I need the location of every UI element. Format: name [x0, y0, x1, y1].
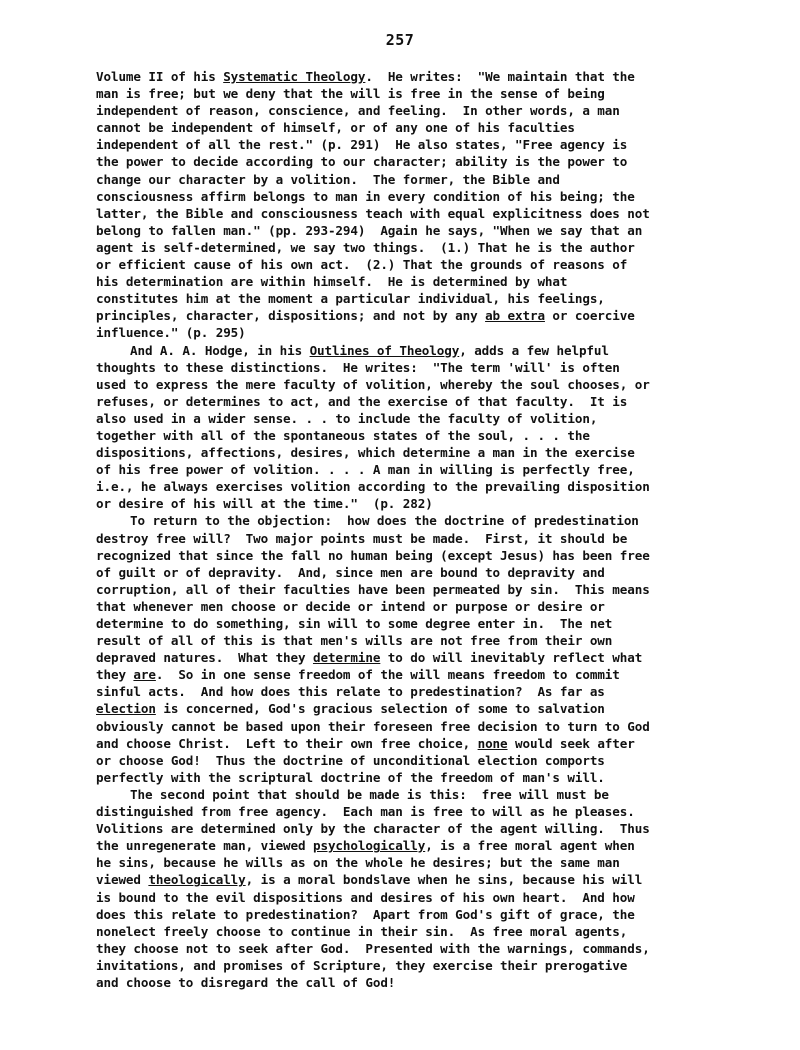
text-segment: To return to the objection: how does the doctrine of predestination	[130, 513, 639, 529]
text-line	[96, 444, 736, 461]
text-line	[96, 803, 736, 820]
text-segment: is bound to the evil dispositions and desires of his own heart. And how	[96, 889, 635, 905]
text-segment: depraved natures. What they	[96, 650, 313, 666]
text-line	[96, 205, 736, 222]
text-line	[96, 188, 736, 205]
text-line	[96, 530, 736, 547]
text-line	[96, 256, 736, 273]
text-segment: , is a moral bondslave when he sins, because his will	[245, 872, 643, 888]
text-line	[96, 290, 736, 307]
underlined-term: determine	[312, 650, 381, 666]
text-line	[96, 410, 736, 427]
text-segment: his determination are within himself. He is determined by what	[96, 274, 568, 290]
text-segment: dispositions, affections, desires, which determine a man in the exercise	[96, 445, 635, 461]
text-segment: does this relate to predestination? Apart from God's gift of grace, the	[96, 906, 635, 922]
underlined-term: election	[96, 701, 156, 717]
text-line	[96, 119, 736, 136]
text-segment: that whenever men choose or decide or intend or purpose or desire or	[96, 598, 605, 614]
text-line	[96, 940, 736, 957]
text-line	[96, 153, 736, 170]
text-segment: would seek after	[507, 735, 635, 751]
text-line	[96, 102, 736, 119]
text-segment: refuses, or determines to act, and the exercise of that faculty. It is	[96, 393, 628, 409]
text-line	[96, 461, 736, 478]
text-line	[96, 222, 736, 239]
text-segment: corruption, all of their faculties have been permeated by sin. This means	[96, 581, 650, 597]
text-segment: influence." (p. 295)	[96, 325, 246, 341]
page-number: 257	[385, 31, 415, 49]
underlined-term: ab extra	[485, 308, 545, 324]
text-segment: perfectly with the scriptural doctrine of the freedom of man's will.	[96, 769, 605, 785]
text-line	[96, 700, 736, 717]
text-line	[96, 923, 736, 940]
text-segment: recognized that since the fall no human being (except Jesus) has been free	[96, 547, 650, 563]
text-segment: . He writes: "We maintain that the	[365, 69, 635, 84]
text-segment: principles, character, dispositions; and not by any	[96, 308, 486, 324]
text-segment: man is free; but we deny that the will is free in the sense of being	[96, 86, 605, 102]
text-segment: of guilt or of depravity. And, since men are bound to depravity and	[96, 564, 605, 580]
body-text	[96, 68, 736, 991]
text-line	[96, 495, 736, 512]
text-line	[96, 649, 736, 666]
text-line	[96, 171, 736, 188]
text-line	[96, 393, 736, 410]
text-line	[96, 547, 736, 564]
underlined-term: psychologically	[312, 838, 426, 854]
text-segment: . So in one sense freedom of the will means freedom to commit	[155, 667, 620, 683]
text-segment: of his free power of volition. . . . A man in willing is perfectly free,	[96, 462, 635, 478]
text-segment: and choose to disregard the call of God!	[96, 974, 396, 990]
text-segment: used to express the mere faculty of volition, whereby the soul chooses, or	[96, 376, 650, 392]
text-line	[96, 889, 736, 906]
text-line	[96, 85, 736, 102]
text-segment: belong to fallen man." (pp. 293-294) Again he says, "When we say that an	[96, 222, 643, 238]
text-line	[96, 786, 736, 803]
text-line	[96, 666, 736, 683]
text-segment: to do will inevitably reflect what	[380, 650, 643, 666]
text-segment: independent of reason, conscience, and feeling. In other words, a man	[96, 103, 620, 119]
text-line	[96, 68, 736, 85]
text-segment: , is a free moral agent when	[425, 838, 635, 854]
text-segment: constitutes him at the moment a particular individual, his feelings,	[96, 291, 605, 307]
text-segment: and choose Christ. Left to their own free choice,	[96, 735, 478, 751]
text-line	[96, 376, 736, 393]
text-segment: sinful acts. And how does this relate to predestination? As far as	[96, 684, 605, 700]
text-segment: determine to do something, sin will to some degree enter in. The net	[96, 616, 613, 631]
text-segment: cannot be independent of himself, or of any one of his faculties	[96, 120, 575, 136]
text-segment: obviously cannot be based upon their foreseen free decision to turn to God	[96, 718, 650, 734]
text-line	[96, 359, 736, 376]
text-segment: the unregenerate man, viewed	[96, 838, 313, 854]
text-line	[96, 512, 736, 529]
text-segment: he sins, because he wills as on the whole he desires; but the same man	[96, 855, 620, 871]
underlined-term: Systematic Theology	[223, 69, 366, 84]
text-line	[96, 598, 736, 615]
text-line	[96, 752, 736, 769]
text-line	[96, 615, 736, 632]
text-line	[96, 564, 736, 581]
text-segment: they	[96, 667, 134, 683]
text-segment: Volume II of his	[96, 69, 224, 84]
text-segment: , adds a few helpful	[459, 342, 609, 358]
text-line	[96, 136, 736, 153]
text-segment: or coercive	[544, 308, 635, 324]
text-segment: agent is self-determined, we say two things. (1.) That he is the author	[96, 239, 635, 255]
text-segment: latter, the Bible and consciousness teach with equal explicitness does not	[96, 205, 650, 221]
text-segment: consciousness affirm belongs to man in every condition of his being; the	[96, 188, 635, 204]
text-segment: distinguished from free agency. Each man is free to will as he pleases.	[96, 804, 635, 820]
text-line	[96, 342, 736, 359]
underlined-term: are	[133, 667, 156, 683]
text-line	[96, 581, 736, 598]
text-segment: Volitions are determined only by the character of the agent willing. Thus	[96, 821, 650, 837]
text-segment: also used in a wider sense. . . to include the faculty of volition,	[96, 410, 598, 426]
text-segment: destroy free will? Two major points must be made. First, it should be	[96, 530, 628, 546]
text-segment: viewed	[96, 872, 149, 888]
text-line	[96, 957, 736, 974]
text-segment: thoughts to these distinctions. He writes: "The term 'will' is often	[96, 359, 620, 375]
text-line	[96, 837, 736, 854]
text-segment: or efficient cause of his own act. (2.) That the grounds of reasons of	[96, 257, 628, 273]
text-line	[96, 854, 736, 871]
text-segment: invitations, and promises of Scripture, they exercise their prerogative	[96, 957, 628, 973]
text-line	[96, 718, 736, 735]
text-line	[96, 735, 736, 752]
text-line	[96, 974, 736, 991]
text-line	[96, 871, 736, 888]
underlined-term: Outlines of Theology	[309, 342, 460, 358]
text-line	[96, 239, 736, 256]
text-line	[96, 632, 736, 649]
text-segment: independent of all the rest." (p. 291) He also states, "Free agency is	[96, 137, 628, 153]
text-line	[96, 307, 736, 324]
text-line	[96, 324, 736, 341]
text-segment: together with all of the spontaneous states of the soul, . . . the	[96, 427, 590, 443]
text-line	[96, 478, 736, 495]
text-line	[96, 906, 736, 923]
text-segment: or choose God! Thus the doctrine of unconditional election comports	[96, 752, 605, 768]
text-line	[96, 769, 736, 786]
underlined-term: none	[477, 735, 508, 751]
text-line	[96, 273, 736, 290]
text-segment: they choose not to seek after God. Presented with the warnings, commands,	[96, 940, 650, 956]
text-line	[96, 683, 736, 700]
underlined-term: theologically	[148, 872, 246, 888]
text-segment: the power to decide according to our character; ability is the power to	[96, 154, 628, 170]
text-segment: i.e., he always exercises volition according to the prevailing disposition	[96, 479, 650, 495]
text-segment: result of all of this is that men's wills are not free from their own	[96, 633, 613, 649]
text-segment: is concerned, God's gracious selection of some to salvation	[155, 701, 605, 717]
text-segment: nonelect freely choose to continue in their sin. As free moral agents,	[96, 923, 628, 939]
text-segment: change our character by a volition. The former, the Bible and	[96, 171, 560, 187]
text-segment: And A. A. Hodge, in his	[130, 342, 310, 358]
text-line	[96, 820, 736, 837]
text-segment: or desire of his will at the time." (p. 282)	[96, 496, 433, 512]
text-line	[96, 427, 736, 444]
text-segment: The second point that should be made is this: free will must be	[130, 786, 609, 802]
